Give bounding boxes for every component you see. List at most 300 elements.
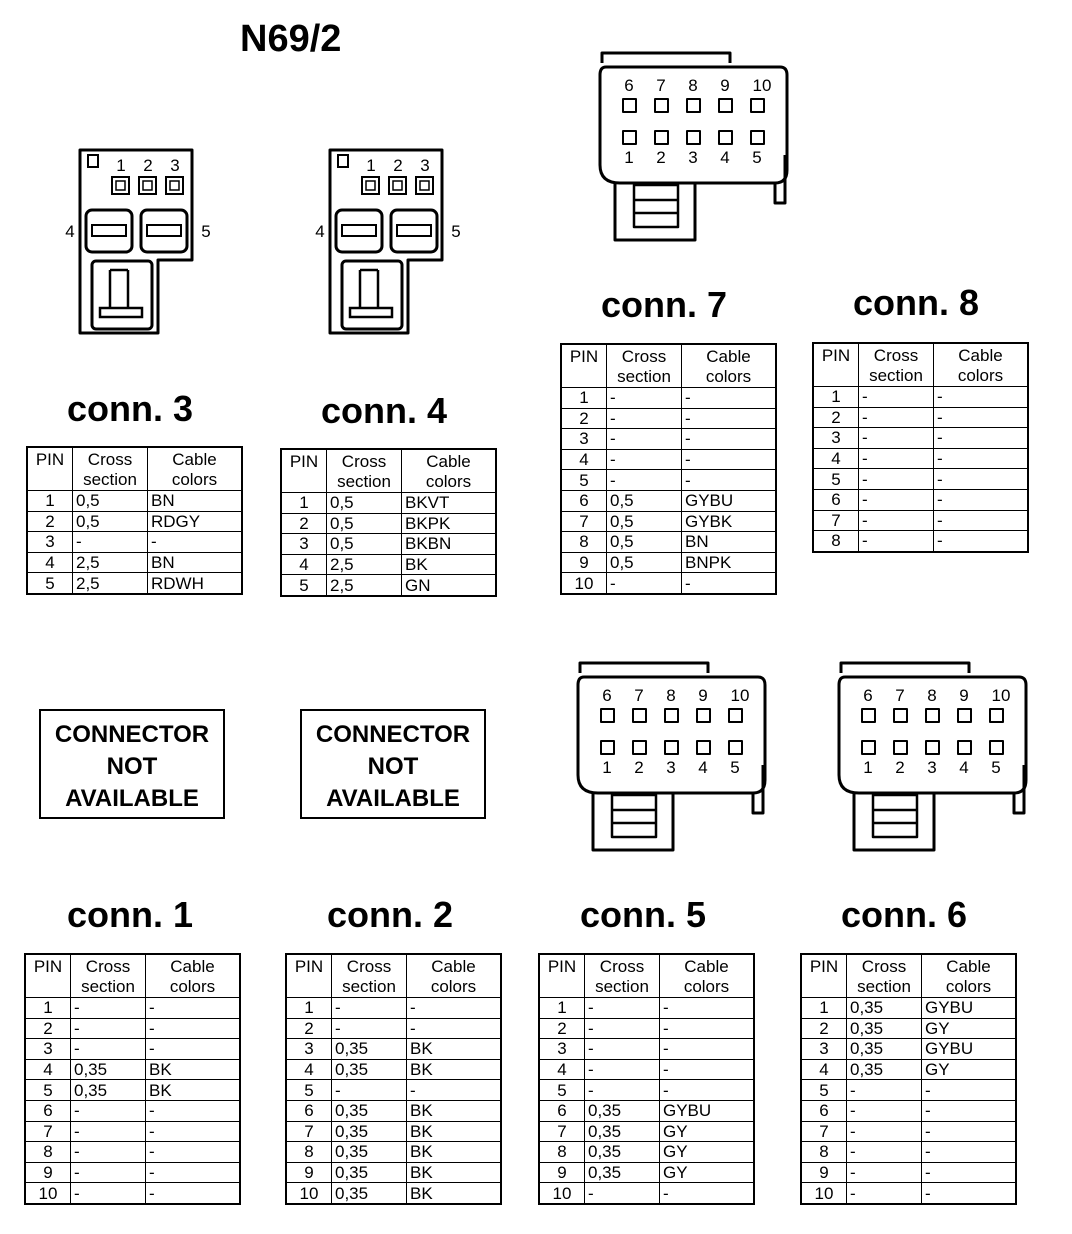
table-row xyxy=(25,1142,240,1163)
cable-colors-header xyxy=(146,954,241,998)
pin-number: 10 xyxy=(539,1183,585,1204)
table-row xyxy=(539,1080,754,1101)
cross-section-value: 0,35 xyxy=(332,1039,407,1060)
conn-8-title: conn. 8 xyxy=(852,282,980,323)
table-row xyxy=(286,1059,501,1080)
pin-label-3: 3 xyxy=(420,156,430,175)
table-row xyxy=(561,511,776,532)
cable-header-line-2: colors xyxy=(705,367,752,386)
cross-section-value: 0,35 xyxy=(332,1059,407,1080)
cable-header-line-2: colors xyxy=(425,472,472,491)
cross-header-line-2: section xyxy=(869,366,923,385)
pin-label-9: 9 xyxy=(720,76,730,95)
pin-number: 6 xyxy=(801,1100,847,1121)
pin-header: PIN xyxy=(561,344,607,388)
pin-number: 8 xyxy=(813,531,859,552)
table-row xyxy=(813,448,1028,469)
conn-1-table xyxy=(24,953,241,1205)
table-row xyxy=(281,554,496,575)
pin-label-5: 5 xyxy=(730,758,740,777)
cross-section-value: - xyxy=(71,1142,146,1163)
pin-number: 4 xyxy=(539,1059,585,1080)
pin-number: 1 xyxy=(813,387,859,408)
pin-number: 3 xyxy=(27,532,73,553)
pin-label-4: 4 xyxy=(698,758,708,777)
cable-color-value: BKPK xyxy=(402,513,497,534)
connector-4-drawing xyxy=(310,145,470,345)
cross-section-header xyxy=(847,954,922,998)
cross-section-value: - xyxy=(585,1039,660,1060)
table-row xyxy=(25,1183,240,1204)
cross-section-value: 0,35 xyxy=(332,1121,407,1142)
cross-section-header xyxy=(607,344,682,388)
pin-number: 8 xyxy=(801,1142,847,1163)
cross-section-value: - xyxy=(71,998,146,1019)
table-row xyxy=(561,470,776,491)
cable-color-value: - xyxy=(146,1121,241,1142)
cable-color-value: - xyxy=(934,387,1029,408)
cable-color-value: GY xyxy=(660,1121,755,1142)
cable-color-value: - xyxy=(682,449,777,470)
table-row xyxy=(25,1018,240,1039)
cross-section-value: 0,5 xyxy=(327,534,402,555)
cable-color-value: BKBN xyxy=(402,534,497,555)
pin-label-3: 3 xyxy=(688,148,698,167)
pin-number: 6 xyxy=(813,489,859,510)
pin-number: 2 xyxy=(281,513,327,534)
conn-2-table xyxy=(285,953,502,1205)
cross-header-line-2: section xyxy=(617,367,671,386)
cable-color-value: GY xyxy=(922,1018,1017,1039)
cable-header-line-1: Cable xyxy=(684,957,729,976)
table-row xyxy=(561,552,776,573)
table-row xyxy=(281,534,496,555)
cross-section-header xyxy=(71,954,146,998)
table-row xyxy=(539,1100,754,1121)
cross-section-value: - xyxy=(847,1183,922,1204)
cable-header-line-2: colors xyxy=(957,366,1004,385)
table-row xyxy=(813,489,1028,510)
pin-number: 10 xyxy=(561,573,607,594)
table-header-row xyxy=(539,954,754,998)
cable-color-value: - xyxy=(682,573,777,594)
cross-section-value: - xyxy=(859,448,934,469)
cross-section-value: 0,35 xyxy=(71,1080,146,1101)
cross-section-value: 0,35 xyxy=(585,1100,660,1121)
pin-number: 3 xyxy=(801,1039,847,1060)
pin-label-5: 5 xyxy=(451,222,461,241)
cross-section-value: 0,5 xyxy=(73,491,148,512)
pin-number: 7 xyxy=(25,1121,71,1142)
pin-label-5: 5 xyxy=(201,222,211,241)
cable-color-value: GY xyxy=(660,1142,755,1163)
table-row xyxy=(801,1080,1016,1101)
cross-section-value: - xyxy=(607,573,682,594)
pin-number: 9 xyxy=(286,1162,332,1183)
conn-7-table xyxy=(560,343,777,595)
pin-number: 5 xyxy=(561,470,607,491)
table-row xyxy=(27,511,242,532)
pin-number: 1 xyxy=(561,388,607,409)
pin-number: 6 xyxy=(561,490,607,511)
pin-label-2: 2 xyxy=(656,148,666,167)
cable-color-value: BK xyxy=(146,1080,241,1101)
conn-1-title: conn. 1 xyxy=(66,894,194,935)
cross-section-value: - xyxy=(71,1039,146,1060)
conn-7-title: conn. 7 xyxy=(600,284,728,325)
table-row xyxy=(813,531,1028,552)
pin-number: 3 xyxy=(561,429,607,450)
cross-section-value: - xyxy=(607,449,682,470)
cross-section-header xyxy=(332,954,407,998)
cable-colors-header xyxy=(407,954,502,998)
cable-colors-header xyxy=(682,344,777,388)
table-row xyxy=(539,1162,754,1183)
pin-number: 2 xyxy=(801,1018,847,1039)
pin-number: 7 xyxy=(286,1121,332,1142)
pin-number: 1 xyxy=(539,998,585,1019)
conn-8-table xyxy=(812,342,1029,553)
cross-section-value: 0,35 xyxy=(585,1162,660,1183)
pin-number: 10 xyxy=(801,1183,847,1204)
cross-section-value: 0,5 xyxy=(327,513,402,534)
pin-label-6: 6 xyxy=(624,76,634,95)
cross-section-value: 2,5 xyxy=(73,573,148,594)
pin-label-9: 9 xyxy=(959,686,969,705)
table-row xyxy=(281,575,496,596)
pin-label-1: 1 xyxy=(116,156,126,175)
cable-color-value: - xyxy=(660,1039,755,1060)
cable-color-value: - xyxy=(922,1080,1017,1101)
cross-header-line-2: section xyxy=(342,977,396,996)
cross-section-value: 2,5 xyxy=(73,552,148,573)
table-row xyxy=(286,1080,501,1101)
cross-section-value: - xyxy=(847,1162,922,1183)
cross-header-line-1: Cross xyxy=(87,450,133,469)
cross-section-value: 0,35 xyxy=(847,1018,922,1039)
pin-number: 9 xyxy=(539,1162,585,1183)
cable-color-value: - xyxy=(660,998,755,1019)
connector-not-available-box xyxy=(300,709,486,819)
cable-color-value: - xyxy=(146,998,241,1019)
na-line-2: NOT xyxy=(367,753,419,780)
pin-header: PIN xyxy=(801,954,847,998)
pin-number: 7 xyxy=(539,1121,585,1142)
cable-color-value: BN xyxy=(148,491,243,512)
pin-number: 1 xyxy=(286,998,332,1019)
cable-color-value: BK xyxy=(407,1039,502,1060)
cross-section-value: 0,35 xyxy=(71,1059,146,1080)
cable-color-value: - xyxy=(682,470,777,491)
cable-color-value: GY xyxy=(660,1162,755,1183)
cable-color-value: - xyxy=(934,448,1029,469)
cross-section-value: 0,35 xyxy=(847,1039,922,1060)
cross-section-value: - xyxy=(332,1018,407,1039)
pin-number: 5 xyxy=(539,1080,585,1101)
pin-number: 2 xyxy=(25,1018,71,1039)
conn-6-table xyxy=(800,953,1017,1205)
pin-number: 1 xyxy=(27,491,73,512)
table-row xyxy=(561,449,776,470)
table-row xyxy=(539,1183,754,1204)
cross-section-value: - xyxy=(585,1183,660,1204)
table-row xyxy=(539,1018,754,1039)
cable-header-line-1: Cable xyxy=(172,450,217,469)
pin-number: 1 xyxy=(801,998,847,1019)
cross-section-value: 0,35 xyxy=(332,1183,407,1204)
table-row xyxy=(286,1018,501,1039)
cable-color-value: BK xyxy=(407,1142,502,1163)
pin-number: 10 xyxy=(286,1183,332,1204)
pin-number: 5 xyxy=(801,1080,847,1101)
cable-colors-header xyxy=(402,449,497,493)
pin-label-10: 10 xyxy=(730,686,750,705)
cable-color-value: BK xyxy=(407,1059,502,1080)
pin-number: 8 xyxy=(539,1142,585,1163)
pin-number: 4 xyxy=(281,554,327,575)
cable-color-value: - xyxy=(934,531,1029,552)
table-row xyxy=(561,388,776,409)
cross-header-line-2: section xyxy=(337,472,391,491)
table-row xyxy=(25,1080,240,1101)
table-row xyxy=(27,532,242,553)
cable-color-value: RDGY xyxy=(148,511,243,532)
cross-section-value: 2,5 xyxy=(327,554,402,575)
cable-color-value: - xyxy=(146,1162,241,1183)
table-row xyxy=(801,1162,1016,1183)
cross-section-value: - xyxy=(71,1100,146,1121)
table-row xyxy=(801,1018,1016,1039)
cable-color-value: BNPK xyxy=(682,552,777,573)
cross-section-value: - xyxy=(859,469,934,490)
cross-section-value: 0,35 xyxy=(847,998,922,1019)
cross-section-value: 0,35 xyxy=(332,1142,407,1163)
cable-header-line-1: Cable xyxy=(426,452,471,471)
cable-color-value: - xyxy=(682,429,777,450)
table-row xyxy=(801,1059,1016,1080)
table-row xyxy=(25,1059,240,1080)
table-row xyxy=(25,998,240,1019)
pin-number: 3 xyxy=(539,1039,585,1060)
cable-header-line-1: Cable xyxy=(706,347,751,366)
pin-number: 4 xyxy=(25,1059,71,1080)
cross-section-value: - xyxy=(607,470,682,491)
pin-number: 3 xyxy=(25,1039,71,1060)
table-row xyxy=(539,1121,754,1142)
table-header-row xyxy=(561,344,776,388)
table-row xyxy=(561,573,776,594)
cable-color-value: - xyxy=(934,469,1029,490)
pin-header: PIN xyxy=(286,954,332,998)
pin-header: PIN xyxy=(25,954,71,998)
cross-section-value: - xyxy=(859,387,934,408)
cross-section-value: - xyxy=(607,388,682,409)
pin-number: 4 xyxy=(27,552,73,573)
pin-label-2: 2 xyxy=(634,758,644,777)
pin-number: 10 xyxy=(25,1183,71,1204)
conn-5-title: conn. 5 xyxy=(579,894,707,935)
table-header-row xyxy=(801,954,1016,998)
cross-section-value: 0,35 xyxy=(332,1162,407,1183)
table-row xyxy=(813,428,1028,449)
pin-label-7: 7 xyxy=(656,76,666,95)
cross-section-value: - xyxy=(859,428,934,449)
conn-6-title: conn. 6 xyxy=(840,894,968,935)
pin-label-8: 8 xyxy=(688,76,698,95)
cable-color-value: GYBU xyxy=(922,1039,1017,1060)
table-row xyxy=(281,513,496,534)
table-row xyxy=(801,1100,1016,1121)
cross-section-value: 2,5 xyxy=(327,575,402,596)
pin-number: 8 xyxy=(286,1142,332,1163)
pin-header: PIN xyxy=(27,447,73,491)
connector-7-drawing xyxy=(590,45,800,245)
page-title: N69/2 xyxy=(240,18,342,60)
cross-header-line-2: section xyxy=(595,977,649,996)
cable-color-value: BN xyxy=(148,552,243,573)
cross-header-line-2: section xyxy=(81,977,135,996)
conn-3-title: conn. 3 xyxy=(66,388,194,429)
cable-header-line-1: Cable xyxy=(431,957,476,976)
pin-label-10: 10 xyxy=(752,76,772,95)
pin-number: 1 xyxy=(281,493,327,514)
table-header-row xyxy=(25,954,240,998)
pin-header: PIN xyxy=(539,954,585,998)
pin-label-4: 4 xyxy=(720,148,730,167)
pin-number: 8 xyxy=(561,532,607,553)
cross-section-value: - xyxy=(71,1183,146,1204)
cable-header-line-2: colors xyxy=(171,470,218,489)
pin-number: 3 xyxy=(813,428,859,449)
cross-section-value: - xyxy=(859,531,934,552)
cross-section-value: - xyxy=(585,998,660,1019)
cross-section-value: 0,5 xyxy=(607,552,682,573)
cable-color-value: - xyxy=(922,1162,1017,1183)
cable-header-line-1: Cable xyxy=(958,346,1003,365)
na-line-1: CONNECTOR xyxy=(54,721,210,748)
cross-section-value: - xyxy=(585,1059,660,1080)
cable-color-value: GN xyxy=(402,575,497,596)
cross-header-line-2: section xyxy=(857,977,911,996)
pin-label-8: 8 xyxy=(666,686,676,705)
cable-color-value: BK xyxy=(146,1059,241,1080)
pin-number: 4 xyxy=(561,449,607,470)
table-row xyxy=(561,408,776,429)
cross-section-header xyxy=(859,343,934,387)
pin-number: 4 xyxy=(286,1059,332,1080)
table-header-row xyxy=(27,447,242,491)
table-header-row xyxy=(813,343,1028,387)
table-row xyxy=(27,573,242,594)
pin-label-5: 5 xyxy=(991,758,1001,777)
cable-color-value: - xyxy=(146,1018,241,1039)
pin-number: 2 xyxy=(286,1018,332,1039)
na-line-2: NOT xyxy=(106,753,158,780)
table-row xyxy=(539,998,754,1019)
cable-color-value: - xyxy=(660,1018,755,1039)
connector-not-available-box xyxy=(39,709,225,819)
table-row xyxy=(286,1183,501,1204)
cross-section-value: - xyxy=(847,1100,922,1121)
table-row xyxy=(813,407,1028,428)
pin-label-1: 1 xyxy=(366,156,376,175)
pin-label-2: 2 xyxy=(393,156,403,175)
na-line-3: AVAILABLE xyxy=(65,785,199,812)
table-row xyxy=(539,1059,754,1080)
cross-header-line-2: section xyxy=(83,470,137,489)
table-row xyxy=(813,387,1028,408)
pin-number: 5 xyxy=(286,1080,332,1101)
cable-header-line-2: colors xyxy=(430,977,477,996)
pin-number: 6 xyxy=(25,1100,71,1121)
pin-label-2: 2 xyxy=(143,156,153,175)
table-row xyxy=(25,1039,240,1060)
cross-section-value: - xyxy=(585,1080,660,1101)
cross-section-value: - xyxy=(859,510,934,531)
pin-number: 8 xyxy=(25,1142,71,1163)
cross-section-header xyxy=(327,449,402,493)
conn-5-table xyxy=(538,953,755,1205)
table-row xyxy=(801,1142,1016,1163)
cross-section-value: 0,5 xyxy=(607,490,682,511)
pin-number: 7 xyxy=(813,510,859,531)
cable-color-value: - xyxy=(934,407,1029,428)
pin-header: PIN xyxy=(813,343,859,387)
cross-section-value: - xyxy=(73,532,148,553)
cross-header-line-1: Cross xyxy=(85,957,131,976)
pin-header: PIN xyxy=(281,449,327,493)
cross-section-value: 0,5 xyxy=(607,511,682,532)
pin-number: 3 xyxy=(281,534,327,555)
pin-label-9: 9 xyxy=(698,686,708,705)
cross-section-value: 0,5 xyxy=(607,532,682,553)
cable-color-value: - xyxy=(660,1059,755,1080)
cross-header-line-1: Cross xyxy=(621,347,667,366)
table-row xyxy=(286,1142,501,1163)
cable-color-value: - xyxy=(934,489,1029,510)
pin-label-10: 10 xyxy=(991,686,1011,705)
cross-header-line-1: Cross xyxy=(861,957,907,976)
cross-section-value: - xyxy=(71,1018,146,1039)
cable-header-line-2: colors xyxy=(169,977,216,996)
pin-number: 2 xyxy=(561,408,607,429)
conn-3-table xyxy=(26,446,243,595)
cable-color-value: - xyxy=(146,1039,241,1060)
pin-label-7: 7 xyxy=(634,686,644,705)
cable-header-line-2: colors xyxy=(683,977,730,996)
table-row xyxy=(286,1121,501,1142)
cable-header-line-1: Cable xyxy=(946,957,991,976)
cross-section-value: - xyxy=(847,1080,922,1101)
cable-color-value: - xyxy=(934,428,1029,449)
cable-color-value: - xyxy=(148,532,243,553)
na-line-3: AVAILABLE xyxy=(326,785,460,812)
pin-label-1: 1 xyxy=(602,758,612,777)
pin-number: 9 xyxy=(801,1162,847,1183)
cable-color-value: - xyxy=(682,388,777,409)
cable-color-value: - xyxy=(934,510,1029,531)
cable-color-value: BKVT xyxy=(402,493,497,514)
table-row xyxy=(27,552,242,573)
pin-label-5: 5 xyxy=(752,148,762,167)
cross-header-line-1: Cross xyxy=(341,452,387,471)
connector-5-drawing xyxy=(568,655,778,855)
cable-color-value: GY xyxy=(922,1059,1017,1080)
cable-color-value: - xyxy=(660,1183,755,1204)
cable-color-value: - xyxy=(922,1121,1017,1142)
pin-number: 9 xyxy=(25,1162,71,1183)
cross-section-value: - xyxy=(847,1121,922,1142)
